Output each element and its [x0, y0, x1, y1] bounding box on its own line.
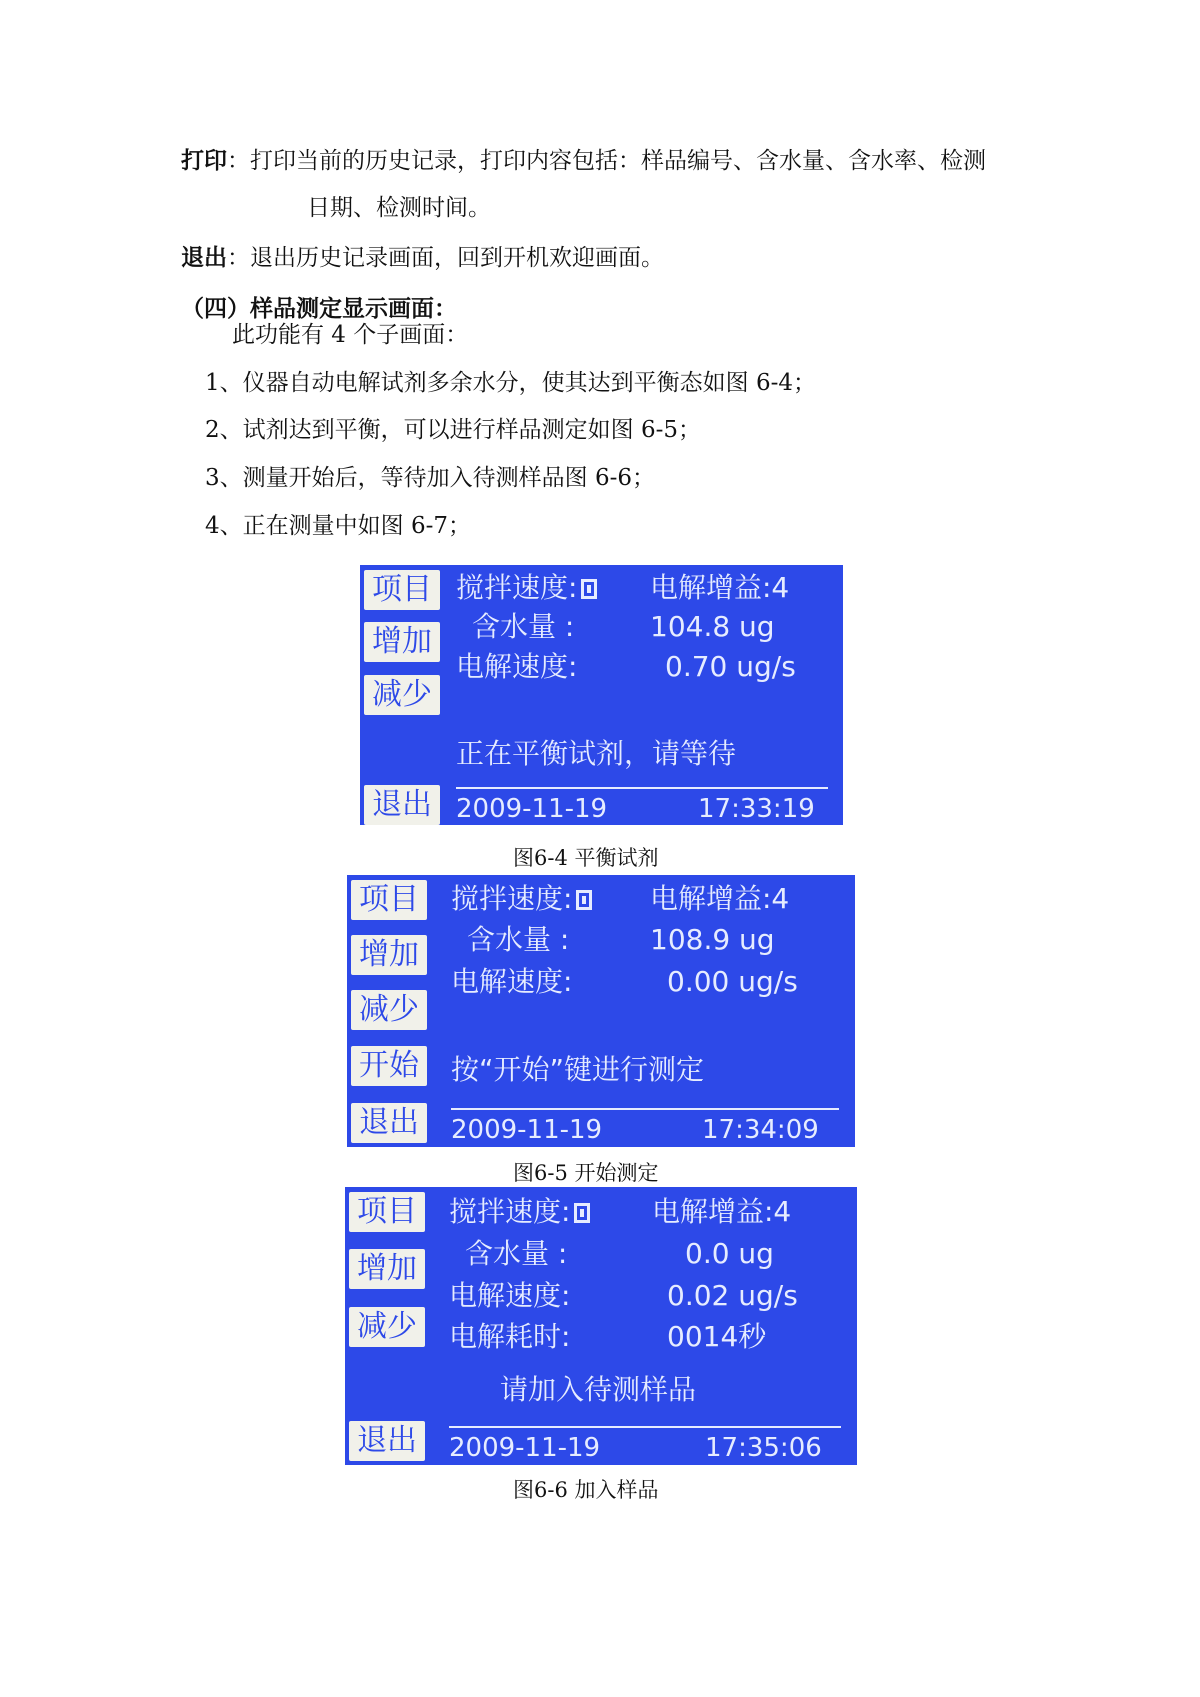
status-message: 正在平衡试剂，请等待 [456, 737, 737, 770]
figure-caption: 图6-5 开始测定 [513, 1161, 659, 1185]
rate-value: 0.70 ug/s [665, 650, 796, 683]
item-button[interactable]: 项目 [351, 880, 427, 920]
exit-paragraph [181, 243, 664, 273]
lcd-screen-fig-6-4 [360, 565, 843, 825]
rate-label: 电解速度: [456, 650, 578, 683]
lcd-screen-fig-6-6 [345, 1187, 857, 1465]
stir-speed-label: 搅拌速度: [451, 882, 592, 916]
rate-label: 电解速度: [451, 965, 573, 998]
elapsed-label: 电解耗时: [449, 1320, 571, 1353]
decrease-button[interactable]: 减少 [364, 675, 440, 715]
time-text: 17:35:06 [705, 1433, 822, 1463]
list-item: 1、仪器自动电解试剂多余水分，使其达到平衡态如图 6-4； [205, 370, 816, 396]
decrease-button[interactable]: 减少 [351, 990, 427, 1030]
exit-button[interactable]: 退出 [349, 1421, 425, 1461]
print-text: ：打印当前的历史记录，打印内容包括：样品编号、含水量、含水率、检测 [227, 148, 986, 174]
figure-caption: 图6-4 平衡试剂 [513, 846, 659, 870]
increase-button[interactable]: 增加 [351, 935, 427, 975]
date-text: 2009-11-19 [451, 1115, 603, 1145]
decrease-button[interactable]: 减少 [349, 1307, 425, 1347]
increase-button[interactable]: 增加 [349, 1249, 425, 1289]
exit-label: 退出 [181, 244, 227, 271]
status-message: 请加入待测样品 [500, 1373, 697, 1406]
increase-button[interactable]: 增加 [364, 622, 440, 662]
exit-button[interactable]: 退出 [364, 785, 440, 825]
date-text: 2009-11-19 [456, 794, 608, 824]
rate-value: 0.02 ug/s [667, 1279, 798, 1312]
intro-text: 此功能有 4 个子画面： [232, 322, 469, 348]
water-label: 含水量 : [465, 1237, 568, 1270]
stir-speed-label: 搅拌速度: [449, 1195, 590, 1229]
item-button[interactable]: 项目 [364, 570, 440, 610]
start-button[interactable]: 开始 [351, 1046, 427, 1086]
water-label: 含水量 : [472, 610, 575, 643]
water-value: 108.9 ug [650, 923, 775, 956]
date-text: 2009-11-19 [449, 1433, 601, 1463]
print-paragraph [181, 146, 986, 176]
rate-label: 电解速度: [449, 1279, 571, 1312]
print-label: 打印 [181, 147, 227, 174]
divider [449, 1426, 841, 1428]
print-paragraph-cont: 日期、检测时间。 [307, 195, 491, 221]
water-value: 0.0 ug [685, 1237, 774, 1270]
water-label: 含水量 : [467, 923, 570, 956]
stir-speed-indicator-icon [574, 1203, 590, 1223]
time-text: 17:34:09 [702, 1115, 819, 1145]
divider [451, 1108, 839, 1110]
time-text: 17:33:19 [698, 794, 815, 824]
stir-speed-label: 搅拌速度: [456, 571, 597, 605]
exit-text: ：退出历史记录画面，回到开机欢迎画面。 [227, 245, 664, 271]
rate-value: 0.00 ug/s [667, 965, 798, 998]
elapsed-value: 0014秒 [667, 1320, 767, 1353]
list-item: 2、试剂达到平衡，可以进行样品测定如图 6-5； [205, 417, 701, 443]
stir-speed-indicator-icon [581, 579, 597, 599]
divider [456, 787, 828, 789]
status-message: 按“开始”键进行测定 [451, 1053, 705, 1086]
list-item: 4、正在测量中如图 6-7； [205, 513, 471, 539]
gain-label: 电解增益:4 [650, 571, 790, 604]
stir-speed-indicator-icon [576, 890, 592, 910]
section-title: （四）样品测定显示画面： [181, 295, 457, 322]
gain-label: 电解增益:4 [652, 1195, 792, 1228]
water-value: 104.8 ug [650, 610, 775, 643]
list-item: 3、测量开始后，等待加入待测样品图 6-6； [205, 465, 655, 491]
figure-caption: 图6-6 加入样品 [513, 1478, 659, 1502]
gain-label: 电解增益:4 [650, 882, 790, 915]
exit-button[interactable]: 退出 [351, 1103, 427, 1143]
item-button[interactable]: 项目 [349, 1192, 425, 1232]
lcd-screen-fig-6-5 [347, 875, 855, 1147]
